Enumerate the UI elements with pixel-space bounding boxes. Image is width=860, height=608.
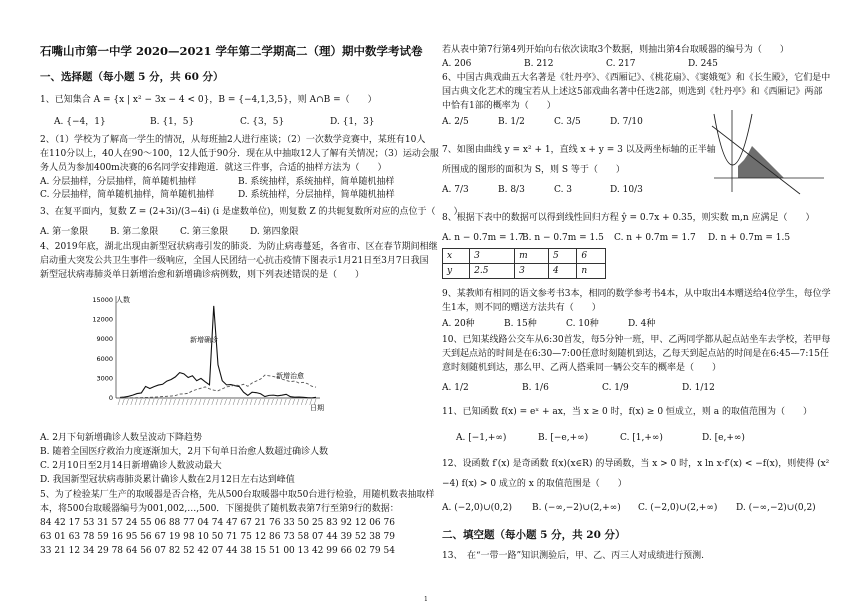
x-tick — [237, 399, 239, 405]
q4-option-b: B. 随着全国医疗救治力度逐渐加大，2月下旬单日治愈人数超过确诊人数 — [40, 447, 329, 457]
q9-option-d: D. 4种 — [628, 319, 656, 329]
x-tick — [148, 399, 150, 405]
q1-option-d: D. {1，3} — [330, 117, 375, 127]
x-tick — [225, 399, 227, 405]
q2-option-a: A. 分层抽样，分层抽样，简单随机抽样 — [40, 177, 197, 187]
x-tick — [246, 399, 248, 405]
q1-option-b: B. {1，5} — [150, 117, 195, 127]
q6-option-c: C. 3/5 — [554, 117, 581, 127]
q8-line1: 8、根据下表中的数据可以得到线性回归方程 ŷ = 0.7x + 0.35，则实数 m,n 应满足（ ） — [442, 213, 815, 223]
x-tick — [267, 399, 269, 405]
q2-option-d: D. 系统抽样，分层抽样，简单随机抽样 — [238, 190, 395, 200]
q11-option-b: B. [−e,+∞) — [538, 433, 589, 443]
q10-option-a: A. 1/2 — [442, 383, 469, 393]
q2-line3: 务人员为参加400m决赛的6名同学安排跑道．就这三件事，合适的抽样方法为（ ） — [40, 163, 387, 173]
x-tick — [288, 399, 290, 405]
q10-option-d: D. 1/12 — [682, 383, 715, 393]
table-cell: 4 — [549, 264, 577, 279]
y-tick-label: 3000 — [96, 374, 113, 383]
series-line-confirmed — [120, 306, 316, 398]
q13-line1: 13、 在“一带一路”知识测验后，甲、乙、丙三人对成绩进行预测. — [442, 551, 705, 561]
q7-option-d: D. 10/3 — [610, 185, 643, 195]
q7-line1: 7、如图由曲线 y = x² + 1，直线 x + y = 3 以及两坐标轴的正半轴 — [442, 145, 716, 155]
x-tick — [127, 399, 129, 405]
x-tick — [254, 399, 256, 405]
table-row — [443, 264, 606, 279]
table-row — [443, 249, 606, 264]
q11-option-a: A. [−1,+∞) — [456, 433, 507, 443]
q9-option-c: C. 10种 — [566, 319, 599, 329]
x-tick — [276, 399, 278, 405]
q2-option-c: C. 分层抽样，简单随机抽样，简单随机抽样 — [40, 190, 215, 200]
random-table-row8: 63 01 63 78 59 16 95 56 67 19 98 10 50 71 75 12 86 73 58 07 44 39 52 38 79 — [40, 532, 395, 542]
covid-line-chart — [80, 286, 330, 418]
x-tick — [152, 399, 154, 405]
q8-option-b: B. n − 0.7m = 1.5 — [522, 233, 604, 243]
q4-line2: 启动重大突发公共卫生事件一级响应，全国人民团结一心抗击疫情下图表示1月21日至3月7日我国 — [40, 256, 429, 266]
q6-line2: 国古典文化艺术的瑰宝若从上述这5部戏曲名著中任选2部，则选到《牡丹亭》和《西厢记》两部 — [442, 87, 823, 97]
x-tick — [220, 399, 222, 405]
q10-line3: 意时刻随机到达，那么甲、乙两人搭乘同一辆公交车的概率是（ ） — [442, 363, 722, 373]
x-tick — [139, 399, 141, 405]
table-cell: x — [443, 249, 470, 264]
q4-line3: 新型冠状病毒肺炎单日新增治愈和新增确诊病例数，则下列表述错误的是（ ） — [40, 270, 365, 280]
q6-option-a: A. 2/5 — [442, 117, 469, 127]
x-tick — [259, 399, 261, 405]
x-tick — [203, 399, 205, 405]
y-tick-label: 15000 — [92, 296, 113, 304]
random-table-row7: 84 42 17 53 31 57 24 55 06 88 77 04 74 47 67 21 76 33 50 25 83 92 12 06 76 — [40, 518, 395, 528]
q3-stem: 3、在复平面内，复数 Z = (2+3i)/(3−4i) (i 是虚数单位)，则复数 Z 的共轭复数所对应的点位于（ ） — [40, 207, 463, 217]
table-cell: y — [443, 264, 470, 279]
q6-option-b: B. 1/2 — [498, 117, 525, 127]
x-tick — [301, 399, 303, 405]
q9-option-b: B. 15种 — [504, 319, 537, 329]
q3-option-d: D. 第四象限 — [250, 227, 299, 237]
q1-option-a: A. {−4，1} — [54, 117, 106, 127]
line-x-plus-y-3 — [712, 126, 800, 194]
q12-option-c: C. (−2,0)∪(2,+∞) — [638, 503, 718, 513]
q4-option-c: C. 2月10日至2月14日新增确诊人数波动最大 — [40, 461, 222, 471]
q5-option-a: A. 206 — [442, 59, 472, 69]
table-cell: 2.5 — [470, 264, 515, 279]
x-tick — [122, 399, 124, 405]
x-tick — [212, 399, 214, 405]
q10-line1: 10、已知某线路公交车从6:30首发，每5分钟一班，甲、乙两同学都从起点站坐车去学校，若甲每 — [442, 335, 831, 345]
x-tick — [161, 399, 163, 405]
shaded-region-icon — [738, 146, 784, 178]
table-cell: 3 — [470, 249, 515, 264]
x-tick — [280, 399, 282, 405]
x-tick — [207, 399, 209, 405]
x-tick — [233, 399, 235, 405]
table-cell: 3 — [515, 264, 549, 279]
q7-line2: 所围成的图形的面积为 S，则 S 等于（ ） — [442, 165, 625, 175]
q8-option-c: C. n + 0.7m = 1.7 — [614, 233, 696, 243]
x-tick — [169, 399, 171, 405]
q4-option-d: D. 我国新型冠状病毒肺炎累计确诊人数在2月12日左右达到峰值 — [40, 475, 295, 485]
q10-option-c: C. 1/9 — [602, 383, 629, 393]
q10-option-b: B. 1/6 — [522, 383, 549, 393]
section-choice-heading: 一、选择题（每小题 5 分，共 60 分） — [40, 71, 224, 83]
q6-option-d: D. 7/10 — [610, 117, 643, 127]
q4-line1: 4、2019年底，湖北出现由新型冠状病毒引发的肺炎．为防止病毒蔓延，各省市、区在春节期间相继 — [40, 242, 438, 252]
random-table-row9: 33 21 12 34 29 78 64 56 07 82 52 42 07 44 38 15 51 00 13 42 99 66 02 79 54 — [40, 546, 395, 556]
q6-line3: 中恰有1部的概率为（ ） — [442, 101, 556, 111]
q3-option-b: B. 第二象限 — [110, 227, 159, 237]
q6-line1: 6、中国古典戏曲五大名著是《牡丹亭》、《西厢记》、《桃花扇》、《窦娥冤》和《长生殿》，它们是中 — [442, 73, 831, 83]
x-tick — [242, 399, 244, 405]
q12-option-a: A. (−2,0)∪(0,2) — [442, 503, 512, 513]
q9-option-a: A. 20种 — [442, 319, 475, 329]
x-tick — [195, 399, 197, 405]
x-tick — [190, 399, 192, 405]
q4-option-a: A. 2月下旬新增确诊人数呈波动下降趋势 — [40, 433, 202, 443]
q12-line2: −4) f(x) > 0 成立的 x 的取值范围是（ ） — [442, 479, 627, 489]
section-fill-heading: 二、填空题（每小题 5 分，共 20 分） — [442, 529, 626, 541]
q11-option-d: D. [e,+∞) — [702, 433, 745, 443]
table-cell: 6 — [577, 249, 606, 264]
chart-xlabel: 日期 — [310, 404, 324, 412]
x-tick — [118, 399, 120, 405]
exam-title: 石嘴山市第一中学 2020—2021 学年第二学期高二（理）期中数学考试卷 — [40, 44, 423, 58]
q2-option-b: B. 系统抽样，系统抽样，简单随机抽样 — [238, 177, 395, 187]
q5-option-d: D. 245 — [688, 59, 718, 69]
chart-axes — [92, 296, 320, 405]
q8-option-a: A. n − 0.7m = 1.7 — [442, 233, 524, 243]
x-tick — [182, 399, 184, 405]
q2-line1: 2、（1）学校为了解高一学生的情况，从每班抽2人进行座谈；（2）一次数学竞赛中，某班有10人 — [40, 135, 426, 145]
q5-option-b: B. 212 — [524, 59, 554, 69]
q5-line1: 5、为了检验某厂生产的取暖器是否合格，先从500台取暖器中取50台进行检验，用随机数表抽取样 — [40, 490, 435, 500]
x-tick — [216, 399, 218, 405]
x-tick — [165, 399, 167, 405]
x-tick — [186, 399, 188, 405]
q5-continued: 若从表中第7行第4列开始向右依次读取3个数据，则抽出第4台取暖器的编号为（ ） — [442, 45, 789, 55]
q12-option-d: D. (−∞,−2)∪(0,2) — [736, 503, 816, 513]
chart-series — [120, 306, 316, 398]
q10-line2: 天到起点站的时间是在6:30—7:00任意时刻随机到达，乙每天到起点站的时间是在6:45—7:15任 — [442, 349, 829, 359]
y-tick-label: 12000 — [92, 315, 113, 324]
q2-line2: 在110分以上，40人在90～100，12人低于90分．现在从中抽取12人了解有关情况；（3）运动会服 — [40, 149, 439, 159]
q9-line1: 9、某教师有相同的语文参考书3本，相同的数学参考书4本，从中取出4本赠送给4位学生，每位学 — [442, 289, 831, 299]
table-cell: n — [577, 264, 606, 279]
y-tick-label: 6000 — [96, 354, 113, 363]
x-tick — [199, 399, 201, 405]
q12-line1: 12、设函数 f′(x) 是奇函数 f(x)(x∈R) 的导函数，当 x > 0 时，x ln x·f′(x) < −f(x)，则使得 (x² — [442, 459, 830, 469]
x-tick — [178, 399, 180, 405]
x-tick — [284, 399, 286, 405]
x-tick — [250, 399, 252, 405]
q8-data-table — [442, 248, 606, 279]
x-tick — [229, 399, 231, 405]
legend-confirmed: 新增确诊 — [190, 336, 218, 344]
q11-line1: 11、已知函数 f(x) = eˣ + ax，当 x ≥ 0 时，f(x) ≥ 0 恒成立，则 a 的取值范围为（ ） — [442, 407, 813, 417]
y-tick-label: 0 — [108, 394, 113, 402]
q7-option-a: A. 7/3 — [442, 185, 469, 195]
q7-option-b: B. 8/3 — [498, 185, 525, 195]
q5-option-c: C. 217 — [606, 59, 636, 69]
q1-option-c: C. {3，5} — [240, 117, 285, 127]
y-tick-label: 9000 — [96, 335, 113, 344]
q12-option-b: B. (−∞,−2)∪(2,+∞) — [532, 503, 621, 513]
x-tick — [297, 399, 299, 405]
q3-option-c: C. 第三象限 — [180, 227, 229, 237]
x-tick — [263, 399, 265, 405]
x-tick — [144, 399, 146, 405]
x-tick — [305, 399, 307, 405]
q7-option-c: C. 3 — [554, 185, 573, 195]
q9-line2: 生1本，则不同的赠送方法共有（ ） — [442, 303, 601, 313]
q3-option-a: A. 第一象限 — [40, 227, 89, 237]
x-tick — [135, 399, 137, 405]
x-tick — [131, 399, 133, 405]
q11-option-c: C. [1,+∞) — [620, 433, 663, 443]
q8-option-d: D. n + 0.7m = 1.5 — [708, 233, 791, 243]
q7-figure — [708, 106, 828, 202]
table-cell: m — [515, 249, 549, 264]
page-number: 1 — [424, 596, 428, 603]
legend-cured: 新增治愈 — [276, 372, 304, 380]
x-tick — [156, 399, 158, 405]
x-tick — [293, 399, 295, 405]
q5-line2: 本，将500台取暖器编号为001,002,…,500．下图提供了随机数表第7行至第9行的数据： — [40, 504, 399, 514]
q1-stem: 1、已知集合 A = {x | x² − 3x − 4 < 0}，B = {−4,1,3,5}，则 A∩B =（ ） — [40, 95, 377, 105]
chart-ylabel: 人数 — [116, 296, 130, 304]
table-cell: 5 — [549, 249, 577, 264]
x-tick — [173, 399, 175, 405]
x-tick — [271, 399, 273, 405]
